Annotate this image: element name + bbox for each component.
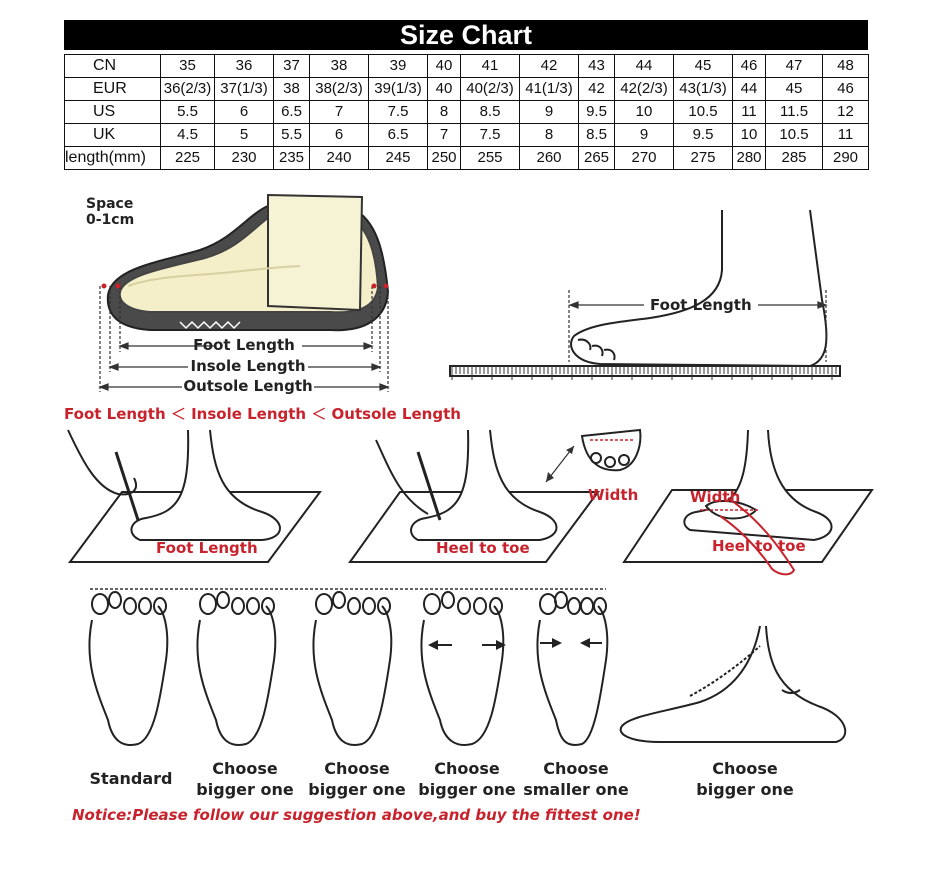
size-cell: 230 (215, 147, 274, 170)
toe (581, 598, 593, 614)
size-cell: 48 (823, 55, 869, 78)
size-cell: 43 (579, 55, 615, 78)
size-row-label: length(mm) (65, 147, 161, 170)
outsole-length-label: Outsole Length (183, 377, 313, 395)
size-cell: 38 (274, 78, 310, 101)
size-cell: 255 (461, 147, 520, 170)
side-foot-on-ruler (450, 210, 840, 376)
size-cell: 41 (461, 55, 520, 78)
size-cell: 4.5 (161, 124, 215, 147)
size-cell: 43(1/3) (674, 78, 733, 101)
size-cell: 46 (733, 55, 766, 78)
size-cell: 12 (823, 101, 869, 124)
size-cell: 10.5 (674, 101, 733, 124)
size-cell: 42 (579, 78, 615, 101)
size-cell: 5 (215, 124, 274, 147)
foot-type-label: Choose bigger one (696, 759, 794, 799)
size-cell: 285 (766, 147, 823, 170)
size-cell: 44 (733, 78, 766, 101)
size-cell: 9 (615, 124, 674, 147)
size-cell: 265 (579, 147, 615, 170)
toe (262, 598, 274, 614)
size-cell: 9 (520, 101, 579, 124)
toe (154, 598, 166, 614)
foot-outline (421, 606, 503, 745)
foot-outline (313, 606, 391, 745)
toe (594, 598, 606, 614)
size-row-label: EUR (65, 78, 161, 101)
toe (378, 598, 390, 614)
size-cell: 11.5 (766, 101, 823, 124)
size-row-label: CN (65, 55, 161, 78)
toe (540, 594, 556, 614)
size-cell: 235 (274, 147, 310, 170)
size-cell: 38(2/3) (310, 78, 369, 101)
size-cell: 8 (428, 101, 461, 124)
toe (232, 598, 244, 614)
size-cell: 225 (161, 147, 215, 170)
size-cell: 36(2/3) (161, 78, 215, 101)
size-cell: 39(1/3) (369, 78, 428, 101)
step1-foot-length-label: Foot Length (156, 539, 258, 557)
size-cell: 6 (310, 124, 369, 147)
foot-type-label: Standard (89, 769, 173, 788)
space-label: Space 0-1cm (86, 196, 135, 228)
toe (124, 598, 136, 614)
size-cell: 290 (823, 147, 869, 170)
size-cell: 7 (428, 124, 461, 147)
size-cell: 7.5 (461, 124, 520, 147)
length-comparison: Foot Length ＜ Insole Length ＜ Outsole Length (64, 405, 461, 423)
foot-outline (89, 606, 167, 745)
shoe-cross-section (108, 195, 388, 330)
size-cell: 45 (766, 78, 823, 101)
size-cell: 40 (428, 78, 461, 101)
size-cell: 42 (520, 55, 579, 78)
size-cell: 260 (520, 147, 579, 170)
foot-type-label: Choose bigger one (196, 759, 294, 799)
foot-type-label: Choose bigger one (308, 759, 406, 799)
toe (568, 598, 580, 614)
size-cell: 5.5 (161, 101, 215, 124)
step2-width-label: Width (588, 486, 639, 504)
size-cell: 45 (674, 55, 733, 78)
size-cell: 10.5 (766, 124, 823, 147)
size-cell: 44 (615, 55, 674, 78)
size-cell: 250 (428, 147, 461, 170)
size-row-label: US (65, 101, 161, 124)
toe (458, 598, 470, 614)
size-cell: 41(1/3) (520, 78, 579, 101)
toe (333, 592, 345, 608)
size-cell: 240 (310, 147, 369, 170)
toe (247, 598, 259, 614)
foot-outline (537, 606, 607, 745)
size-cell: 37 (274, 55, 310, 78)
size-cell: 245 (369, 147, 428, 170)
size-cell: 9.5 (579, 101, 615, 124)
size-cell: 9.5 (674, 124, 733, 147)
size-cell: 5.5 (274, 124, 310, 147)
foot-outline (197, 606, 275, 745)
toe (200, 594, 216, 614)
toe (316, 594, 332, 614)
toe (555, 592, 567, 608)
size-cell: 6.5 (274, 101, 310, 124)
size-cell: 7 (310, 101, 369, 124)
toe (217, 592, 229, 608)
size-cell: 8.5 (461, 101, 520, 124)
size-cell: 40 (428, 55, 461, 78)
step3-heel-to-toe-label: Heel to toe (712, 537, 806, 555)
notice-text: Notice:Please follow our suggestion above,and buy the fittest one! (72, 806, 641, 824)
size-row-label: UK (65, 124, 161, 147)
step3-width-label: Width (690, 488, 741, 506)
step2-heel-to-toe-label: Heel to toe (436, 539, 530, 557)
toe (490, 598, 502, 614)
toe (348, 598, 360, 614)
size-cell: 8.5 (579, 124, 615, 147)
size-cell: 40(2/3) (461, 78, 520, 101)
foot-type-label: Choose smaller one (523, 759, 629, 799)
toe (474, 598, 486, 614)
size-cell: 36 (215, 55, 274, 78)
size-cell: 6 (215, 101, 274, 124)
foot-type-label: Choose bigger one (418, 759, 516, 799)
side-foot-length-label: Foot Length (650, 296, 752, 314)
size-cell: 47 (766, 55, 823, 78)
size-cell: 11 (823, 124, 869, 147)
toe (139, 598, 151, 614)
toe (109, 592, 121, 608)
toe (424, 594, 440, 614)
size-cell: 280 (733, 147, 766, 170)
toe (92, 594, 108, 614)
insole-length-label: Insole Length (190, 357, 306, 375)
size-cell: 46 (823, 78, 869, 101)
size-cell: 8 (520, 124, 579, 147)
toe (442, 592, 454, 608)
foot-types-art (89, 592, 607, 745)
size-cell: 10 (733, 124, 766, 147)
size-cell: 270 (615, 147, 674, 170)
size-chart-title: Size Chart (64, 20, 868, 50)
size-cell: 7.5 (369, 101, 428, 124)
size-cell: 35 (161, 55, 215, 78)
toe (363, 598, 375, 614)
size-cell: 42(2/3) (615, 78, 674, 101)
width-arrows (428, 638, 602, 650)
size-cell: 6.5 (369, 124, 428, 147)
foot-length-label: Foot Length (193, 336, 295, 354)
size-cell: 275 (674, 147, 733, 170)
high-arch-foot (621, 626, 846, 742)
size-cell: 38 (310, 55, 369, 78)
size-cell: 10 (615, 101, 674, 124)
size-cell: 11 (733, 101, 766, 124)
size-cell: 39 (369, 55, 428, 78)
size-cell: 37(1/3) (215, 78, 274, 101)
